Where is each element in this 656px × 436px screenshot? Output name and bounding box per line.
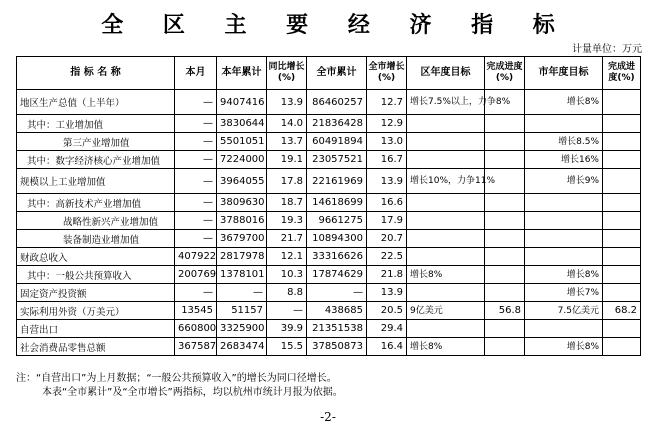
city-yoy-cell: 17.9 <box>367 212 407 230</box>
indicator-name-cell: 地区生产总值（上半年） <box>17 90 175 115</box>
ytd-cell: 3679700 <box>217 230 267 248</box>
yoy-cell: 18.7 <box>267 194 307 212</box>
city-target-cell <box>525 194 603 212</box>
district-progress-cell <box>485 248 525 266</box>
yoy-cell: 10.3 <box>267 266 307 284</box>
page-title: 全 区 主 要 经 济 指 标 <box>101 12 571 38</box>
indicator-name-cell: 其中：数字经济核心产业增加值 <box>17 151 175 169</box>
city-target-cell <box>525 212 603 230</box>
district-target-cell: 增长10%，力争11% <box>407 169 485 194</box>
ytd-cell: 3809630 <box>217 194 267 212</box>
city-yoy-cell: 16.4 <box>367 338 407 356</box>
header-city-ytd: 全市累计 <box>307 57 367 90</box>
district-target-cell: 增长7.5%以上，力争8% <box>407 90 485 115</box>
month-cell: — <box>175 169 217 194</box>
city-progress-cell <box>603 230 641 248</box>
table-header-row <box>17 57 641 90</box>
yoy-cell: 12.1 <box>267 248 307 266</box>
city-progress-cell <box>603 266 641 284</box>
district-progress-cell <box>485 151 525 169</box>
month-cell: — <box>175 151 217 169</box>
indicator-name-cell: 装备制造业增加值 <box>17 230 175 248</box>
yoy-cell: 13.9 <box>267 90 307 115</box>
city-yoy-cell: 13.9 <box>367 284 407 302</box>
table-row <box>17 169 641 194</box>
ytd-cell: 7224000 <box>217 151 267 169</box>
indicator-name-cell: 第三产业增加值 <box>17 133 175 151</box>
city-yoy-cell: 29.4 <box>367 320 407 338</box>
ytd-cell: 3964055 <box>217 169 267 194</box>
city-yoy-cell: 12.7 <box>367 90 407 115</box>
header-city-progress: 完成进度(%) <box>603 57 641 90</box>
city-yoy-cell: 13.0 <box>367 133 407 151</box>
footnote-2: 本表“全市累计”及“全市增长”两指标，均以杭州市统计月报为依据。 <box>42 387 343 398</box>
ytd-cell: 3830644 <box>217 115 267 133</box>
city-ytd-cell: 9661275 <box>307 212 367 230</box>
yoy-cell: 13.7 <box>267 133 307 151</box>
city-yoy-cell: 22.5 <box>367 248 407 266</box>
district-progress-cell <box>485 266 525 284</box>
month-cell: 660800 <box>175 320 217 338</box>
month-cell: — <box>175 90 217 115</box>
table-row <box>17 133 641 151</box>
ytd-cell: 51157 <box>217 302 267 320</box>
city-ytd-cell: 37850873 <box>307 338 367 356</box>
city-progress-cell <box>603 338 641 356</box>
table-row <box>17 194 641 212</box>
indicator-name-cell: 实际利用外资（万美元） <box>17 302 175 320</box>
city-yoy-cell: 13.9 <box>367 169 407 194</box>
month-cell: 367587 <box>175 338 217 356</box>
indicator-name-cell: 其中：工业增加值 <box>17 115 175 133</box>
ytd-cell: 5501051 <box>217 133 267 151</box>
city-yoy-cell: 21.8 <box>367 266 407 284</box>
month-cell: — <box>175 230 217 248</box>
month-cell: — <box>175 133 217 151</box>
table-body <box>17 90 641 356</box>
ytd-cell: 3325900 <box>217 320 267 338</box>
city-progress-cell <box>603 90 641 115</box>
page-number: -2- <box>320 410 336 424</box>
district-target-cell <box>407 284 485 302</box>
header-month: 本月 <box>175 57 217 90</box>
yoy-cell: 39.9 <box>267 320 307 338</box>
district-progress-cell <box>485 115 525 133</box>
economic-indicators-table <box>16 56 641 356</box>
indicator-name-cell: 其中：一般公共预算收入 <box>17 266 175 284</box>
header-district-progress: 完成进度(%) <box>485 57 525 90</box>
city-progress-cell <box>603 284 641 302</box>
city-target-cell: 增长8% <box>525 338 603 356</box>
city-target-cell: 增长8.5% <box>525 133 603 151</box>
month-cell: — <box>175 115 217 133</box>
district-progress-cell <box>485 230 525 248</box>
city-ytd-cell: — <box>307 284 367 302</box>
yoy-cell: 8.8 <box>267 284 307 302</box>
city-yoy-cell: 20.5 <box>367 302 407 320</box>
city-target-cell <box>525 230 603 248</box>
district-target-cell <box>407 248 485 266</box>
yoy-cell: 15.5 <box>267 338 307 356</box>
city-yoy-cell: 16.7 <box>367 151 407 169</box>
city-target-cell: 增长8% <box>525 90 603 115</box>
table-row <box>17 302 641 320</box>
indicator-name-cell: 战略性新兴产业增加值 <box>17 212 175 230</box>
indicator-name-cell: 社会消费品零售总额 <box>17 338 175 356</box>
indicator-name-cell: 自营出口 <box>17 320 175 338</box>
district-progress-cell <box>485 133 525 151</box>
district-progress-cell <box>485 284 525 302</box>
city-target-cell: 增长8% <box>525 266 603 284</box>
table-row <box>17 151 641 169</box>
yoy-cell: — <box>267 302 307 320</box>
district-target-cell <box>407 115 485 133</box>
city-progress-cell <box>603 248 641 266</box>
city-target-cell: 增长9% <box>525 169 603 194</box>
month-cell: — <box>175 284 217 302</box>
city-progress-cell <box>603 212 641 230</box>
city-ytd-cell: 17874629 <box>307 266 367 284</box>
city-target-cell: 7.5亿美元 <box>525 302 603 320</box>
city-ytd-cell: 438685 <box>307 302 367 320</box>
indicator-name-cell: 固定资产投资额 <box>17 284 175 302</box>
city-target-cell <box>525 320 603 338</box>
city-progress-cell <box>603 115 641 133</box>
table-row <box>17 338 641 356</box>
district-target-cell <box>407 230 485 248</box>
city-target-cell: 增长7% <box>525 284 603 302</box>
indicator-name-cell: 其中：高新技术产业增加值 <box>17 194 175 212</box>
month-cell: 13545 <box>175 302 217 320</box>
ytd-cell: 2817978 <box>217 248 267 266</box>
month-cell: 407922 <box>175 248 217 266</box>
ytd-cell: 9407416 <box>217 90 267 115</box>
city-yoy-cell: 20.7 <box>367 230 407 248</box>
district-target-cell: 增长8% <box>407 266 485 284</box>
city-ytd-cell: 23057521 <box>307 151 367 169</box>
table-row <box>17 230 641 248</box>
ytd-cell: 2683474 <box>217 338 267 356</box>
city-ytd-cell: 21351538 <box>307 320 367 338</box>
header-ytd: 本年累计 <box>217 57 267 90</box>
district-target-cell <box>407 320 485 338</box>
yoy-cell: 14.0 <box>267 115 307 133</box>
ytd-cell: — <box>217 284 267 302</box>
city-ytd-cell: 21836428 <box>307 115 367 133</box>
city-progress-cell <box>603 320 641 338</box>
yoy-cell: 19.3 <box>267 212 307 230</box>
city-ytd-cell: 33316626 <box>307 248 367 266</box>
table-row <box>17 115 641 133</box>
ytd-cell: 1378101 <box>217 266 267 284</box>
district-target-cell <box>407 194 485 212</box>
city-target-cell: 增长16% <box>525 151 603 169</box>
yoy-cell: 17.8 <box>267 169 307 194</box>
footnote-1: 注：“自营出口”为上月数据；“一般公共预算收入”的增长为同口径增长。 <box>16 373 337 384</box>
city-progress-cell: 68.2 <box>603 302 641 320</box>
header-district-target: 区年度目标 <box>407 57 485 90</box>
month-cell: 200769 <box>175 266 217 284</box>
district-target-cell <box>407 151 485 169</box>
city-target-cell <box>525 115 603 133</box>
district-target-cell <box>407 212 485 230</box>
city-ytd-cell: 86460257 <box>307 90 367 115</box>
city-ytd-cell: 14618699 <box>307 194 367 212</box>
table-row <box>17 212 641 230</box>
district-target-cell: 增长8% <box>407 338 485 356</box>
city-progress-cell <box>603 169 641 194</box>
yoy-cell: 21.7 <box>267 230 307 248</box>
month-cell: — <box>175 212 217 230</box>
city-yoy-cell: 16.6 <box>367 194 407 212</box>
city-yoy-cell: 12.9 <box>367 115 407 133</box>
district-progress-cell <box>485 320 525 338</box>
district-progress-cell <box>485 212 525 230</box>
city-progress-cell <box>603 133 641 151</box>
district-progress-cell: 56.8 <box>485 302 525 320</box>
indicator-name-cell: 规模以上工业增加值 <box>17 169 175 194</box>
unit-label: 计量单位：万元 <box>572 44 642 55</box>
ytd-cell: 3788016 <box>217 212 267 230</box>
month-cell: — <box>175 194 217 212</box>
district-progress-cell <box>485 194 525 212</box>
city-ytd-cell: 10894300 <box>307 230 367 248</box>
city-ytd-cell: 22161969 <box>307 169 367 194</box>
table-row <box>17 90 641 115</box>
city-progress-cell <box>603 194 641 212</box>
district-target-cell <box>407 133 485 151</box>
district-target-cell: 9亿美元 <box>407 302 485 320</box>
table-row <box>17 266 641 284</box>
table-row <box>17 248 641 266</box>
table-row <box>17 284 641 302</box>
city-ytd-cell: 60491894 <box>307 133 367 151</box>
city-target-cell <box>525 248 603 266</box>
table-row <box>17 320 641 338</box>
district-progress-cell <box>485 338 525 356</box>
header-yoy: 同比增长(%) <box>267 57 307 90</box>
header-city-target: 市年度目标 <box>525 57 603 90</box>
city-progress-cell <box>603 151 641 169</box>
indicator-name-cell: 财政总收入 <box>17 248 175 266</box>
yoy-cell: 19.1 <box>267 151 307 169</box>
header-city-yoy: 全市增长(%) <box>367 57 407 90</box>
header-indicator-name: 指 标 名 称 <box>17 57 175 90</box>
